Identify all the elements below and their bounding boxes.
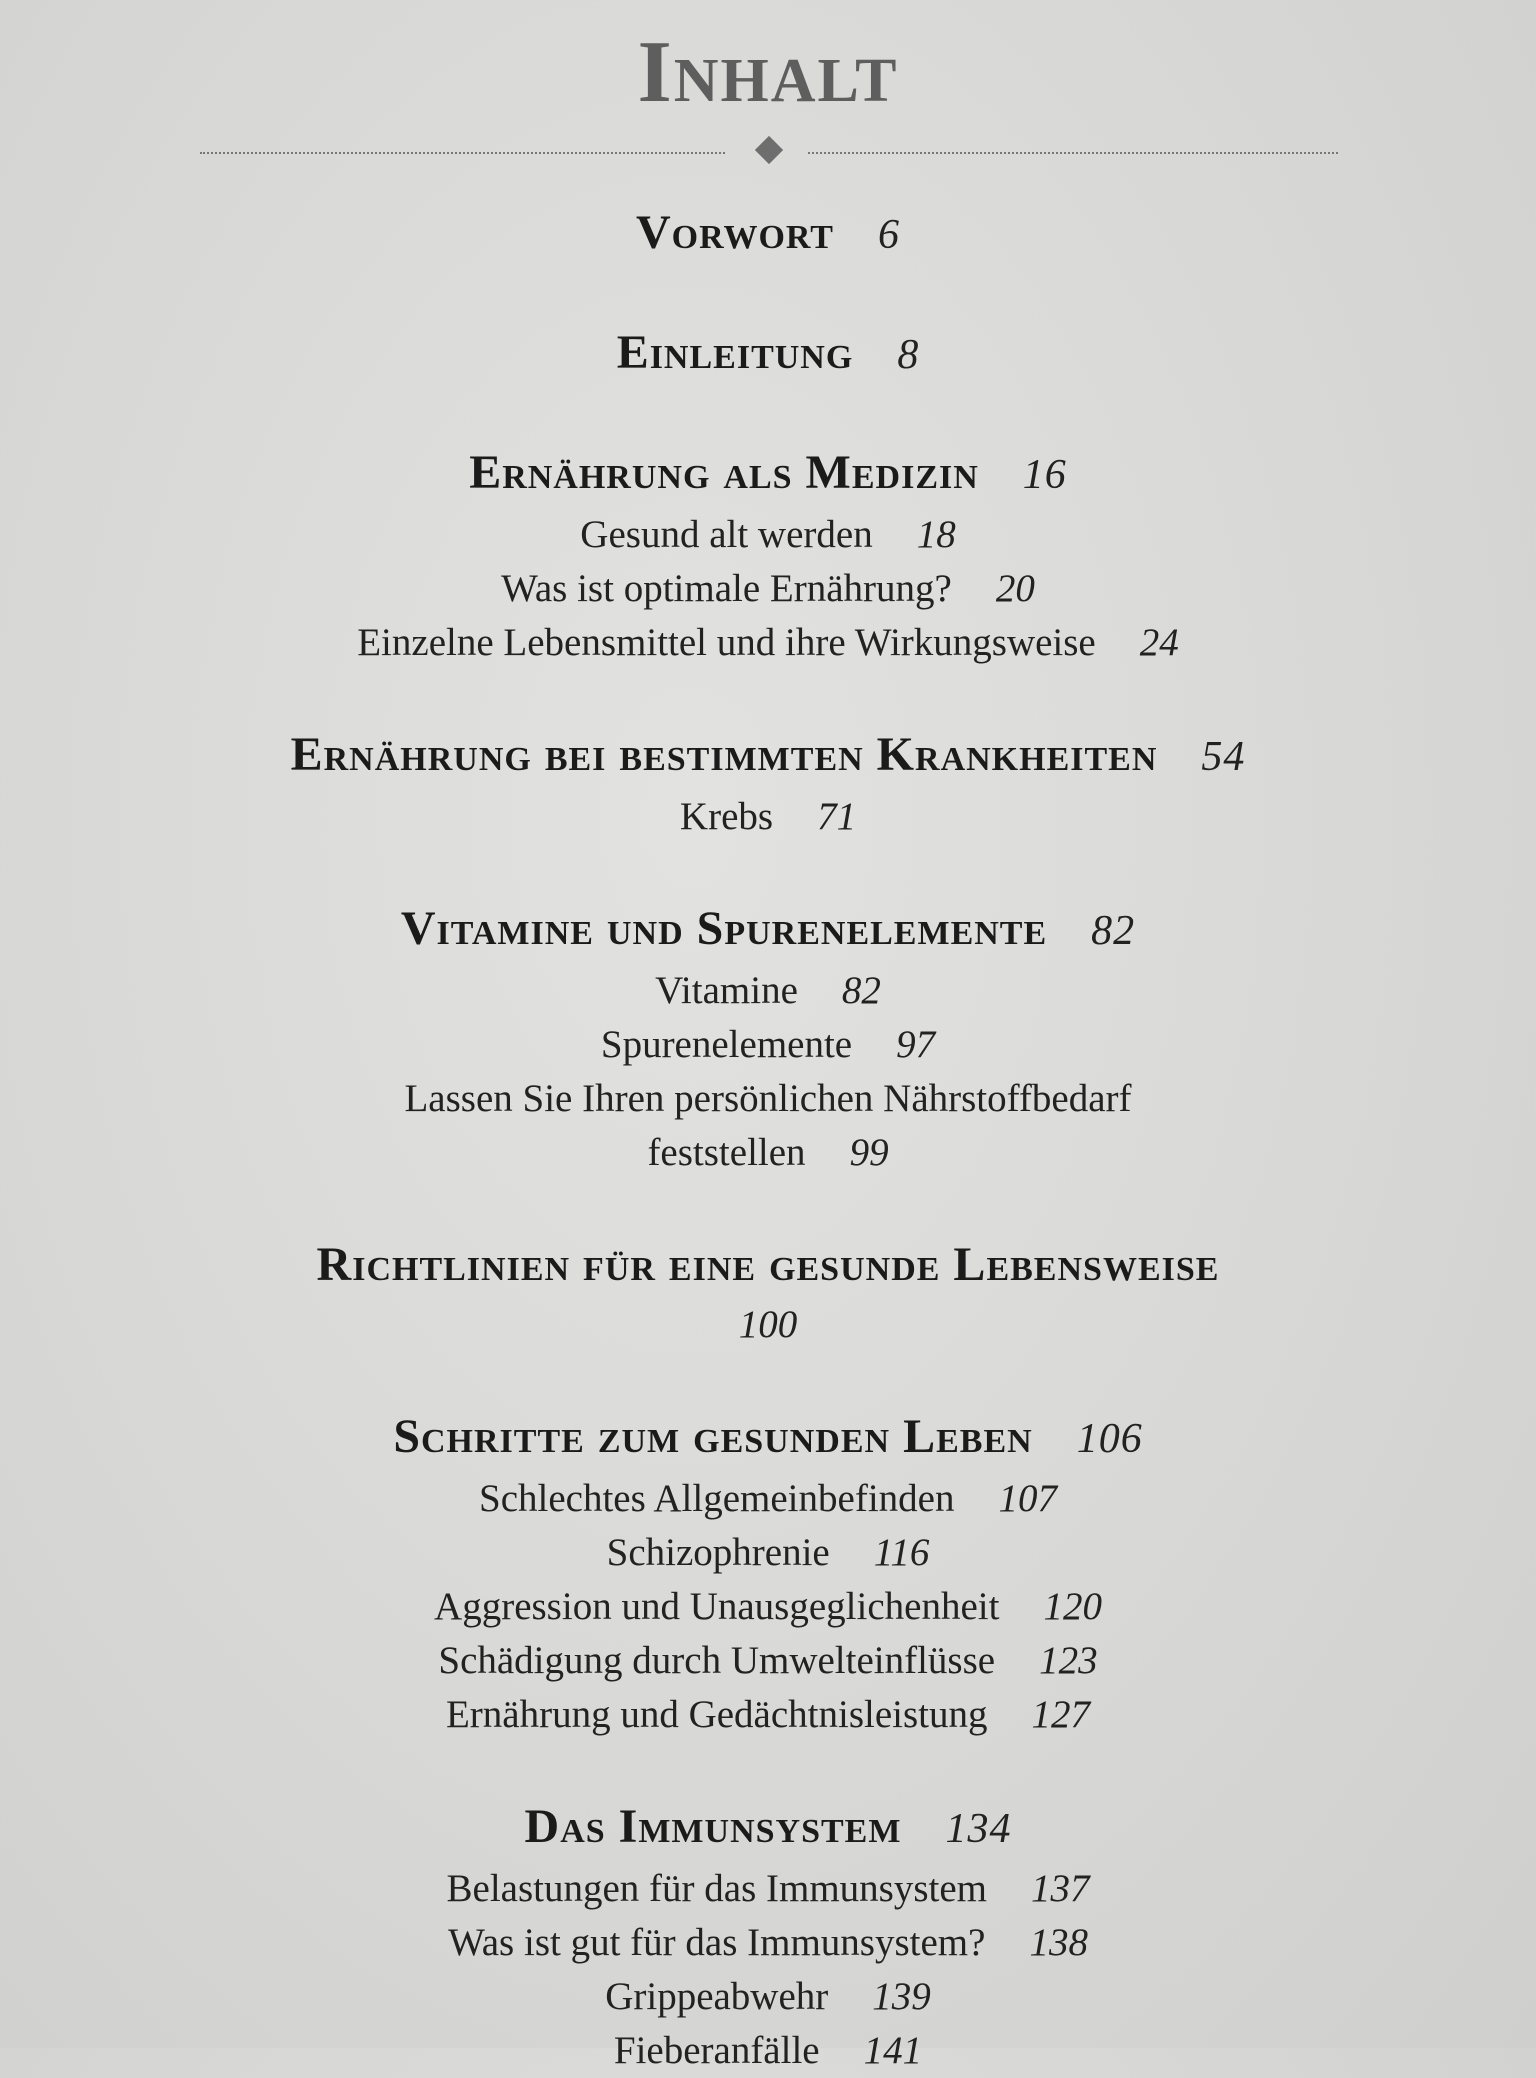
- toc-entry[interactable]: [0, 1916, 1536, 1970]
- toc-entry-page: 139: [872, 1975, 931, 2018]
- toc-heading-label: Vorwort: [636, 206, 834, 259]
- toc-entry-page: 20: [995, 567, 1035, 610]
- toc-heading-label: Ernährung bei bestimmten Krankheiten: [290, 728, 1158, 781]
- section-gap: [0, 844, 1536, 896]
- toc-entry[interactable]: [0, 1018, 1536, 1072]
- toc-entry-page: 18: [916, 513, 956, 556]
- toc-section: [0, 1794, 1536, 2078]
- toc-heading[interactable]: [0, 722, 1536, 790]
- section-gap: [0, 388, 1536, 440]
- toc-heading-page: 106: [1076, 1416, 1143, 1462]
- section-gap: [0, 670, 1536, 722]
- toc-heading-page: 16: [1022, 452, 1067, 498]
- toc-heading-label: Das Immunsystem: [524, 1800, 902, 1853]
- toc-entry-page: 71: [817, 795, 857, 838]
- toc-entry[interactable]: [0, 508, 1536, 562]
- dotted-rule-right: [808, 152, 1338, 154]
- toc-entry-label: Schädigung durch Umwelteinflüsse: [438, 1639, 996, 1682]
- table-of-contents: [0, 200, 1536, 2078]
- page-title: Inhalt: [637, 24, 899, 121]
- toc-section: [0, 1232, 1536, 1352]
- toc-heading-page: 6: [877, 212, 900, 258]
- toc-entry[interactable]: [0, 1526, 1536, 1580]
- toc-heading-label: Einleitung: [616, 326, 854, 379]
- toc-entry-page: 82: [841, 969, 881, 1012]
- toc-heading[interactable]: [0, 1404, 1536, 1472]
- toc-section: [0, 200, 1536, 268]
- toc-entry-page: 137: [1031, 1867, 1090, 1910]
- toc-entry-page: 107: [998, 1477, 1057, 1520]
- toc-entry-label: Ernährung und Gedächtnisleistung: [445, 1693, 988, 1736]
- toc-heading-label: Vitamine und Spurenelemente: [400, 902, 1048, 955]
- toc-entry-label: Vitamine: [655, 969, 798, 1012]
- toc-section: [0, 1404, 1536, 1742]
- toc-entry-page: 116: [873, 1531, 930, 1574]
- toc-entry-label: Was ist gut für das Immunsystem?: [448, 1921, 986, 1964]
- toc-heading[interactable]: [0, 320, 1536, 388]
- toc-entry-label: Schlechtes Allgemeinbefinden: [479, 1477, 955, 1520]
- toc-entry-label: Krebs: [679, 795, 774, 838]
- toc-entry[interactable]: [0, 1634, 1536, 1688]
- toc-entry-page: 138: [1029, 1921, 1088, 1964]
- toc-entry-page: 127: [1031, 1693, 1091, 1736]
- toc-heading[interactable]: [0, 896, 1536, 964]
- toc-entry[interactable]: [0, 616, 1536, 670]
- section-gap: [0, 1180, 1536, 1232]
- dotted-rule-left: [200, 152, 725, 154]
- toc-entry-label: Einzelne Lebensmittel und ihre Wirkungsweise: [357, 621, 1096, 664]
- toc-entry-label: Spurenelemente: [600, 1023, 853, 1066]
- toc-heading[interactable]: [0, 200, 1536, 268]
- toc-entry[interactable]: [0, 790, 1536, 844]
- toc-heading-page: 100: [738, 1303, 798, 1346]
- diamond-ornament-icon: [755, 136, 783, 164]
- toc-entry-page: 141: [863, 2029, 923, 2072]
- toc-entry-label: feststellen: [647, 1131, 806, 1174]
- toc-entry-label: Aggression und Unausgeglichenheit: [434, 1585, 1000, 1628]
- toc-entry-label: Schizophrenie: [606, 1531, 830, 1574]
- toc-entry-page: 120: [1043, 1585, 1102, 1628]
- toc-heading-label: Ernährung als Medizin: [469, 446, 979, 499]
- toc-heading[interactable]: [0, 1794, 1536, 1862]
- toc-entry[interactable]: [0, 1970, 1536, 2024]
- toc-entry[interactable]: [0, 964, 1536, 1018]
- toc-entry[interactable]: [0, 562, 1536, 616]
- toc-entry-label: Was ist optimale Ernährung?: [501, 567, 952, 610]
- toc-heading-label: Richtlinien für eine gesunde Lebensweise: [316, 1238, 1220, 1291]
- toc-entry-label: Lassen Sie Ihren persönlichen Nährstoffbedarf: [404, 1077, 1132, 1120]
- toc-entry-page: 99: [849, 1131, 889, 1174]
- toc-entry[interactable]: [0, 1126, 1536, 1180]
- toc-section: [0, 320, 1536, 388]
- toc-section: [0, 440, 1536, 670]
- toc-section: [0, 896, 1536, 1180]
- toc-entry[interactable]: [0, 2024, 1536, 2078]
- toc-heading[interactable]: [0, 1232, 1536, 1298]
- toc-section: [0, 722, 1536, 844]
- toc-heading-page: 82: [1091, 908, 1136, 954]
- section-gap: [0, 1352, 1536, 1404]
- toc-entry[interactable]: [0, 1072, 1536, 1126]
- toc-heading[interactable]: [0, 440, 1536, 508]
- toc-heading-page: 134: [945, 1806, 1012, 1852]
- toc-entry-page: 97: [896, 1023, 936, 1066]
- section-gap: [0, 1742, 1536, 1794]
- toc-entry-label: Grippeabwehr: [605, 1975, 829, 2018]
- toc-entry[interactable]: [0, 1862, 1536, 1916]
- toc-entry-label: Fieberanfälle: [613, 2029, 820, 2072]
- toc-entry[interactable]: [0, 1580, 1536, 1634]
- toc-entry[interactable]: [0, 1688, 1536, 1742]
- toc-entry-label: Belastungen für das Immunsystem: [446, 1867, 987, 1910]
- toc-heading-page: 54: [1201, 734, 1246, 780]
- toc-entry-page: 123: [1039, 1639, 1098, 1682]
- toc-heading-label: Schritte zum gesunden Leben: [393, 1410, 1033, 1463]
- toc-entry-label: Gesund alt werden: [580, 513, 873, 556]
- toc-entry-page: 24: [1139, 621, 1179, 664]
- toc-entry[interactable]: [0, 1472, 1536, 1526]
- section-gap: [0, 268, 1536, 320]
- toc-heading-page: 8: [897, 332, 920, 378]
